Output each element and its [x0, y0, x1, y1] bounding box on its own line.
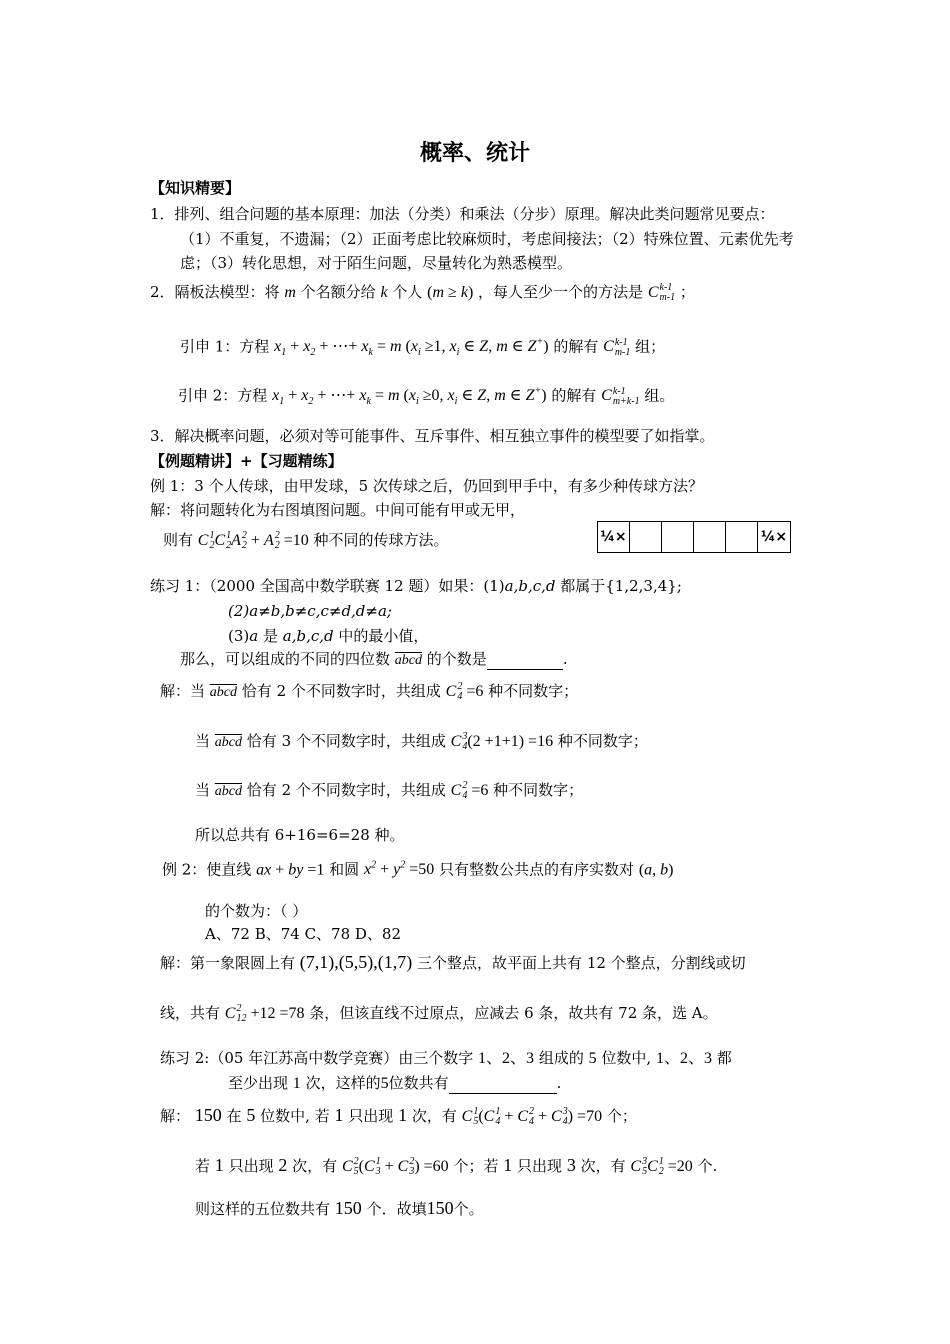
practice-1-intro: 练习 1：（2000 全国高中数学联赛 12 题）如果：(1)a,b,c,d 都属于{1,2,3,4};	[150, 577, 682, 595]
answer-blank	[487, 649, 563, 670]
formula-points: (7,1),(5,5),(1,7)	[299, 952, 413, 972]
example-2-solution-1: 解：第一象限圆上有 (7,1),(5,5),(1,7) 三个整点，故平面上共有 12 个整点，分割线或切	[160, 952, 746, 972]
practice-1-solution-2: 当 abcd 恰有 3 个不同数字时，共组成 C 3 4 (2 +1+1) =16 种不同数字；	[195, 731, 648, 753]
page-title: 概率、统计	[419, 141, 530, 166]
section-heading-examples: 【例题精讲】+【习题精练】	[150, 452, 343, 470]
section-heading-knowledge: 【知识精要】	[150, 179, 241, 197]
fill-grid	[597, 521, 791, 553]
grid-cell	[662, 522, 694, 552]
example-1-solution-2: 则有 C 1 2 C 1 2 A 2 2 + A 2 2 =10 种不同的传球方法。	[163, 530, 449, 552]
formula-line: ax + by =1	[256, 861, 325, 879]
practice-1-condition-2: (2)a≠b,b≠c,c≠d,d≠a;	[228, 602, 392, 620]
example-1-solution-1: 解：将问题转化为右图填图问题。中间可能有甲或无甲，	[150, 501, 526, 519]
practice-1-question: 那么，可以组成的不同的四位数 abcd 的个数是 .	[180, 650, 568, 668]
grid-cell	[630, 522, 662, 552]
example-2-question-line-2: 的个数为：（ ）	[205, 902, 308, 920]
formula-combination-1: C k-1 m-1	[603, 336, 631, 358]
knowledge-item-1: 1．排列、组合问题的基本原理：加法（分类）和乘法（分步）原理。解决此类问题常见要点：	[150, 205, 775, 223]
formula-combination: C k-1 m-1	[647, 282, 676, 304]
practice-2-solution-1: 解： 150 在 5 位数中, 若 1 只出现 1 次，有 C 1 5 (C 1 4 + C 2 4 + C 3 4 ) =70 个；	[160, 1105, 637, 1128]
example-2-options: A、72 B、74 C、78 D、82	[205, 925, 402, 943]
grid-cell: ¼×	[598, 522, 630, 552]
example-1-question: 例 1：3 个人传球，由甲发球，5 次传球之后，仍回到甲手中，有多少种传球方法？	[150, 477, 703, 495]
practice-1-solution-1: 解：当 abcd 恰有 2 个不同数字时，共组成 C 2 4 =6 种不同数字；	[160, 681, 579, 703]
knowledge-item-3: 3．解决概率问题，必须对等可能事件、互斥事件、相互独立事件的模型要了如指掌。	[150, 427, 715, 445]
example-2-solution-2: 线，共有 C 2 12 +12 =78 条，但该直线不过原点，应减去 6 条，故共有 72 条，选 A。	[160, 1003, 718, 1025]
formula-pass-count: C 1 2 C 1 2 A 2 2 + A 2 2 =10	[197, 530, 309, 552]
practice-1-solution-total: 所以总共有 6+16=6=28 种。	[195, 826, 405, 844]
formula-circle: $x^2 + y^2 =50$	[363, 860, 435, 879]
knowledge-item-2: 2．隔板法模型：将 m 个名额分给 k 个人 (m ≥ k) ，每人至少一个的方法是 C k-1 m-1 ；	[150, 282, 695, 304]
practice-1-condition-3: (3)a 是 a,b,c,d 中的最小值，	[228, 627, 429, 645]
answer-blank	[449, 1073, 557, 1094]
practice-2-solution-3: 则这样的五位数共有 150 个．故填150个。	[195, 1198, 484, 1218]
grid-cell: ¼×	[760, 529, 788, 545]
formula-equation-2: $x_1 + x_2$ + ⋯+ $x_k = m$ ($x_i \ge 0$, $x_i$ ∈ Z, m ∈ Z+)	[272, 386, 547, 408]
extension-1: 引申 1：方程 $x_1 + x_2$ + ⋯+ $x_k = m$ ($x_i \ge 1$, $x_i$ ∈ Z, m ∈ Z+) 的解有 C k-1 m-1 组；	[180, 336, 666, 359]
knowledge-item-1-line-3: 虑；（3）转化思想，对于陌生问题，尽量转化为熟悉模型。	[180, 254, 573, 272]
grid-cell	[694, 522, 726, 552]
formula-equation-1: $x_1 + x_2$ + ⋯+ $x_k = m$ ($x_i \ge 1$, $x_i$ ∈ Z, m ∈ Z+)	[274, 337, 549, 359]
formula-m-ge-k: (m ≥ k)	[427, 284, 474, 301]
extension-2: 引申 2：方程 $x_1 + x_2$ + ⋯+ $x_k = m$ ($x_i \ge 0$, $x_i$ ∈ Z, m ∈ Z+) 的解有 C k-1 m+k-1 组。	[178, 385, 675, 408]
example-2-question: 例 2：使直线 ax + by =1 和圆 $x^2 + y^2 =50$ 只有整数公共点的有序实数对 (a, b)	[162, 860, 674, 879]
formula-combination-2: C k-1 m+k-1	[601, 385, 640, 407]
practice-2-intro-line-2: 至少出现 1 次，这样的5位数共有 .	[228, 1074, 562, 1092]
knowledge-item-1-line-2: （1）不重复，不遗漏；（2）正面考虑比较麻烦时，考虑间接法；（2）特殊位置、元素优先考	[180, 230, 794, 248]
practice-2-intro: 练习 2:（05 年江苏高中数学竞赛）由三个数字 1、2、3 组成的 5 位数中, 1、2、3 都	[160, 1049, 732, 1067]
practice-2-solution-2: 若 1 只出现 2 次，有 C 2 5 (C 1 3 + C 2 3 ) =60 个；若 1 只出现 3 次，有 C 3 5 C 1 2 =20 个.	[195, 1155, 718, 1178]
grid-cell	[726, 522, 758, 552]
practice-1-solution-3: 当 abcd 恰有 2 个不同数字时，共组成 C 2 4 =6 种不同数字；	[195, 780, 584, 802]
